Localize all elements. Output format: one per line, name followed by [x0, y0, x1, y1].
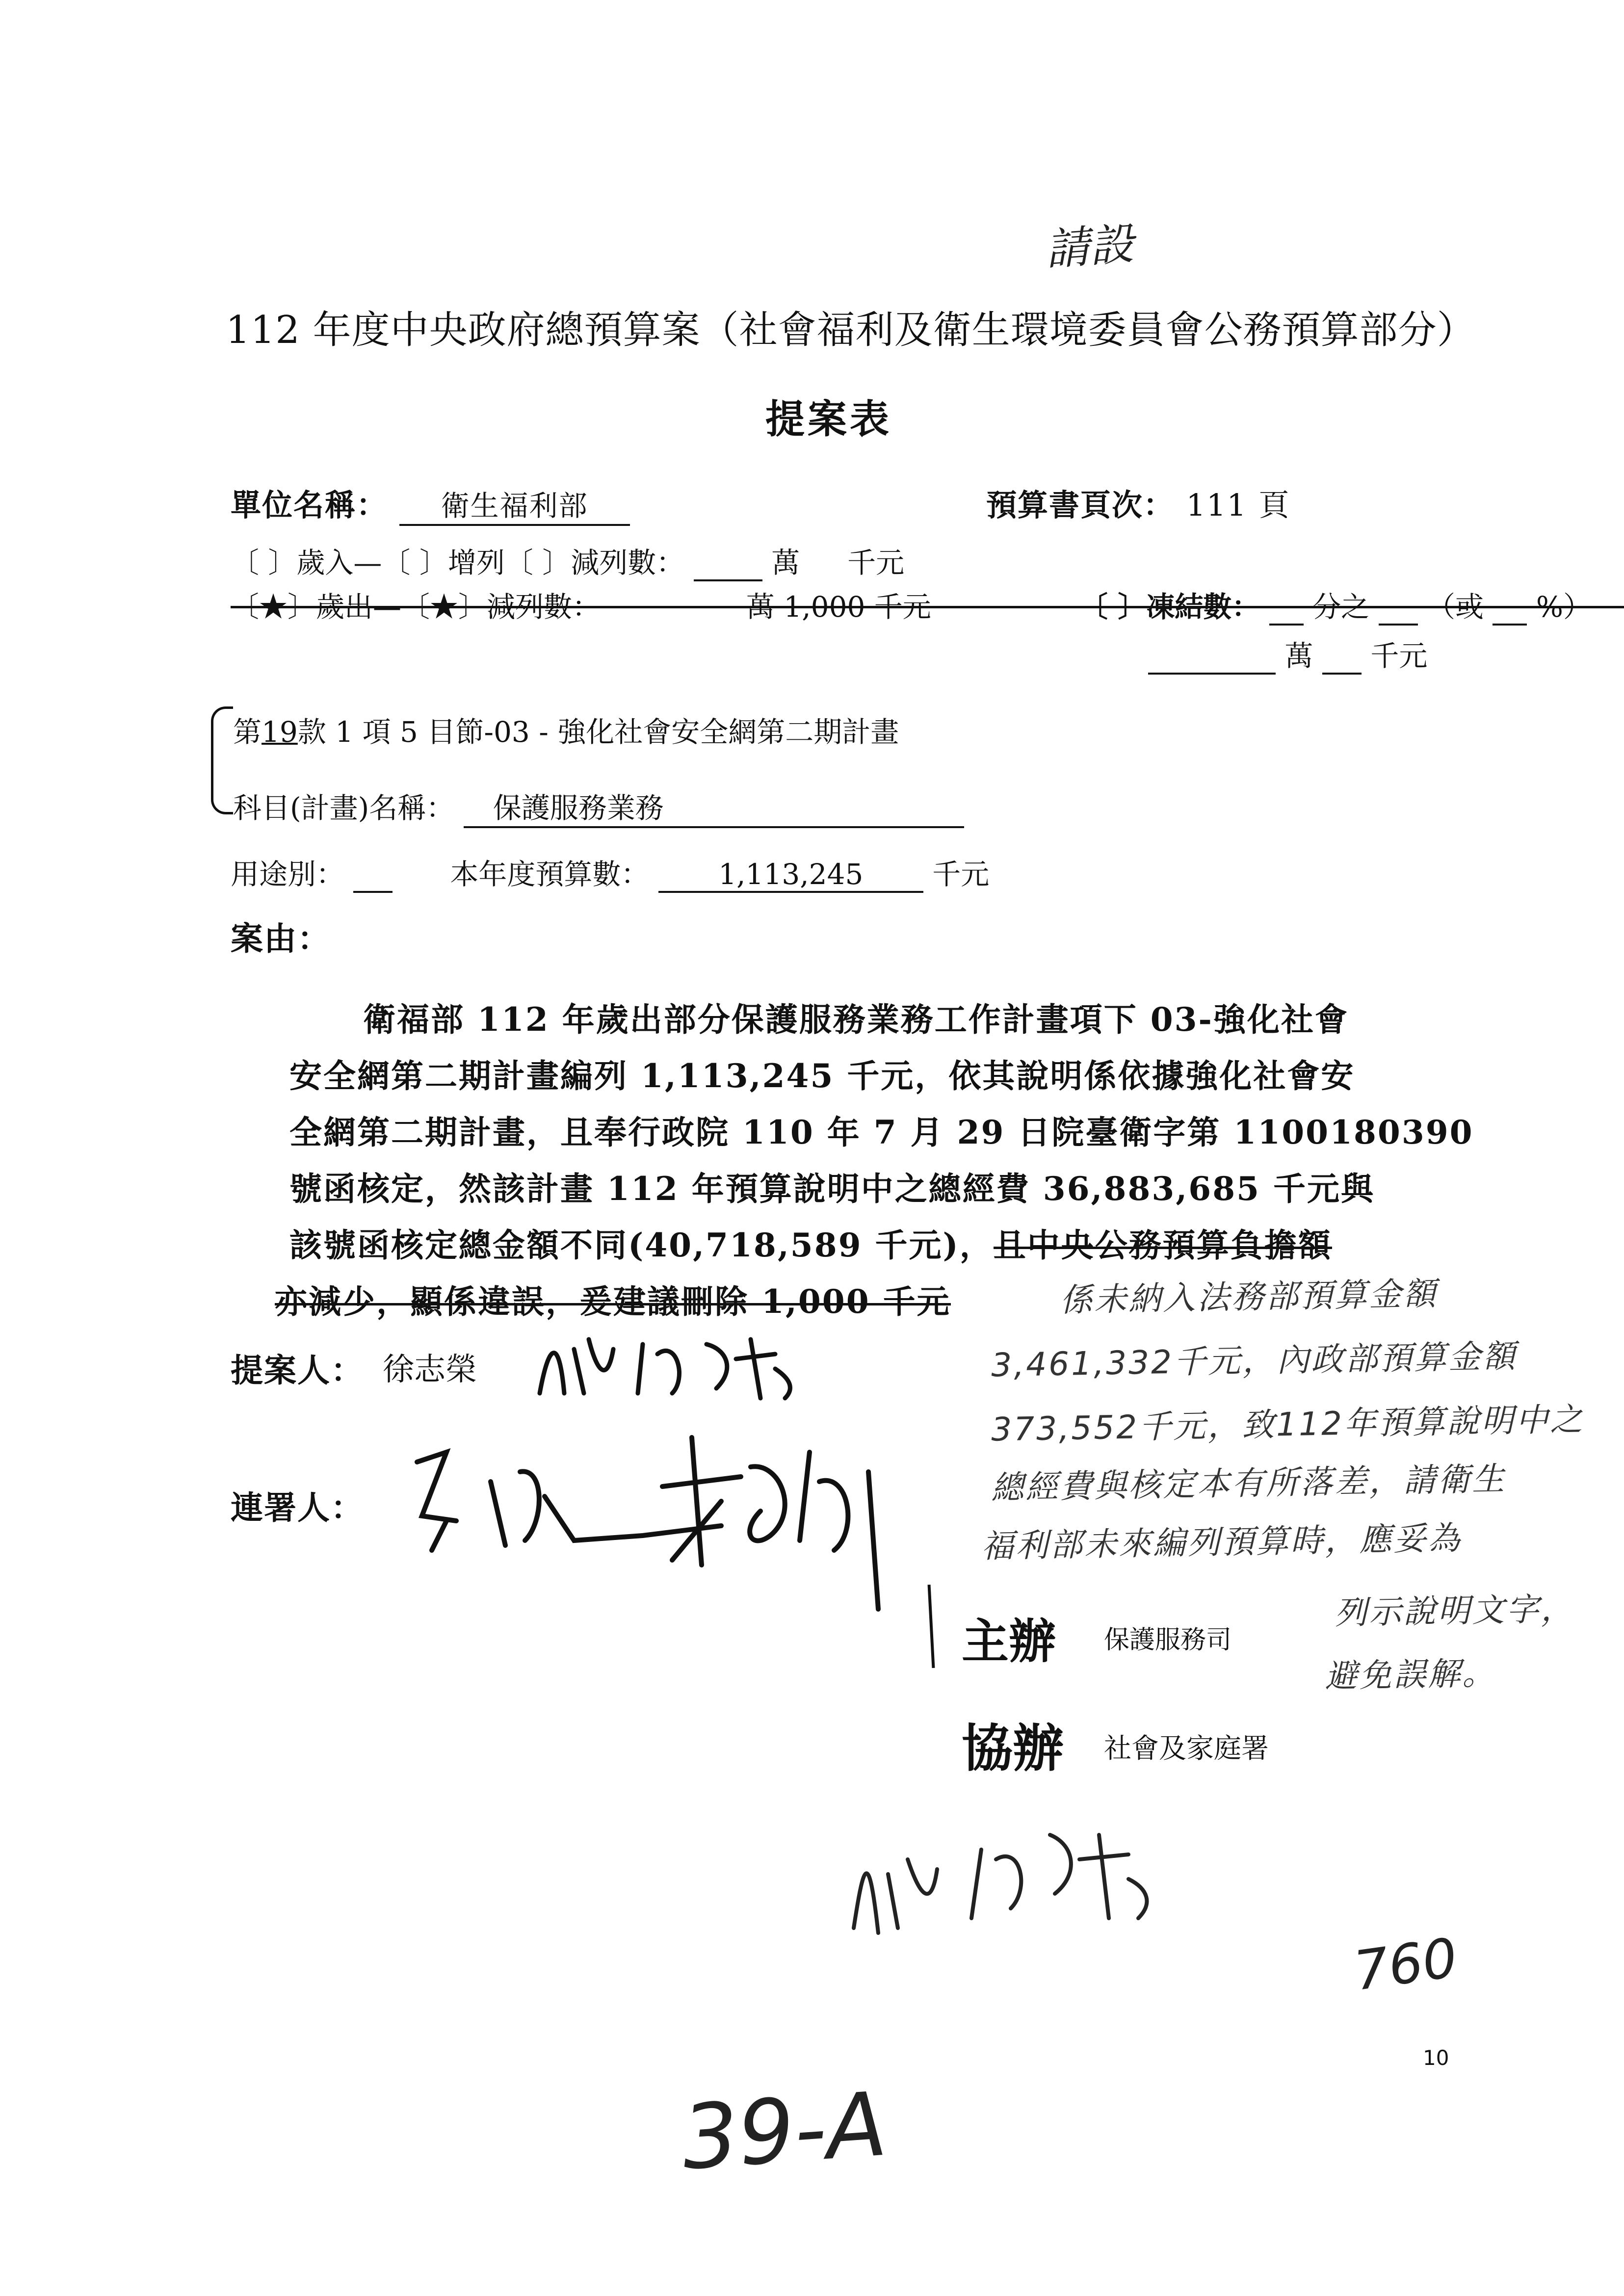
- usage-label: 用途別：: [231, 858, 345, 891]
- page-ref-suffix: 頁: [1258, 487, 1290, 523]
- freeze-pct: %）: [1536, 590, 1592, 624]
- unit-value: 衛生福利部: [399, 483, 630, 526]
- hand-note-1: 係未納入法務部預算金額: [1059, 1275, 1438, 1319]
- freeze-row: [1079, 584, 1592, 626]
- body-line-5: [289, 1219, 1332, 1266]
- freeze-label: 〔 〕凍結數：: [1079, 590, 1260, 624]
- lower-signature: [834, 1805, 1178, 1953]
- mark-760: 760: [1350, 1926, 1461, 2003]
- handwritten-note-top: 請設: [1044, 218, 1136, 276]
- section-bracket: [211, 706, 233, 814]
- cosigner-label: 連署人：: [231, 1488, 364, 1527]
- hand-note-7: 避免誤解。: [1324, 1654, 1497, 1696]
- freeze-amount-row: [1148, 633, 1427, 675]
- hand-note-4: 總經費與核定本有所落差，請衛生: [991, 1460, 1507, 1507]
- budget-value: 1,113,245: [658, 858, 923, 893]
- freeze-or: （或: [1426, 590, 1484, 624]
- section-row: [233, 709, 899, 750]
- income-wan: 萬: [771, 546, 800, 579]
- hand-note-2: 3,461,332千元，內政部預算金額: [991, 1337, 1518, 1384]
- expense-prefix: 〔★〕歲出—〔★〕減列數：: [231, 590, 601, 624]
- hand-note-5: 福利部未來編列預算時，應妥為: [981, 1519, 1463, 1565]
- subject-value: 保護服務業務: [464, 785, 964, 828]
- body-line-3: 全網第二期計畫，且奉行政院 110 年 7 月 29 日院臺衛字第 1100180390: [289, 1113, 1474, 1151]
- host-value: 保護服務司: [1104, 1625, 1232, 1655]
- struck-text-a: 且中央公務預算負擔額: [993, 1226, 1332, 1264]
- body-line-5-text: 該號函核定總金額不同(40,718,589 千元)，: [289, 1226, 994, 1264]
- income-unit: 千元: [847, 546, 905, 579]
- cohost-label: 協辦: [962, 1718, 1064, 1778]
- cohost-value: 社會及家庭署: [1104, 1733, 1269, 1765]
- page-ref-value: 111: [1186, 487, 1247, 523]
- freeze-unit: 千元: [1370, 639, 1428, 673]
- struck-text-b: 亦減少，顯係違誤，爰建議刪除 1,000 千元: [275, 1282, 951, 1321]
- income-row: [231, 540, 904, 581]
- section-rest: 款 1 項 5 目節-03 - 強化社會安全網第二期計畫: [297, 715, 899, 749]
- proposer-name: 徐志榮: [383, 1352, 477, 1388]
- proposer-label: 提案人：: [231, 1351, 364, 1389]
- freeze-wan: 萬: [1284, 639, 1313, 673]
- expense-value: 萬 1,000 千元: [746, 590, 931, 624]
- unit-label: 單位名稱：: [231, 487, 388, 523]
- mark-39a: 39-A: [679, 2073, 890, 2190]
- section-num: 19: [262, 715, 298, 749]
- hand-note-6: 列示說明文字，: [1334, 1590, 1575, 1632]
- body-line-1: 衛福部 112 年歲出部分保護服務業務工作計畫項下 03-強化社會: [363, 1000, 1349, 1039]
- host-label: 主辦: [962, 1614, 1056, 1669]
- budget-label: 本年度預算數：: [450, 858, 650, 891]
- document-title: 112 年度中央政府總預算案（社會福利及衛生環境委員會公務預算部分）: [226, 308, 1476, 352]
- freeze-fen: 分之: [1312, 590, 1370, 624]
- reason-label: 案由：: [231, 919, 331, 958]
- usage-row: [231, 851, 989, 893]
- hand-note-3: 373,552千元，致112年預算說明中之: [991, 1400, 1585, 1449]
- subject-row: [233, 785, 964, 828]
- body-line-6: [275, 1276, 951, 1322]
- unit-row: [231, 481, 630, 526]
- proposer-signature: [530, 1320, 805, 1408]
- page-ref-row: [986, 481, 1290, 524]
- body-line-4: 號函核定，然該計畫 112 年預算說明中之總經費 36,883,685 千元與: [289, 1170, 1375, 1208]
- page-ref-label: 預算書頁次：: [986, 487, 1175, 523]
- income-prefix: 〔 〕歲入—〔 〕增列〔 〕減列數：: [231, 546, 685, 579]
- body-line-2: 安全網第二期計畫編列 1,113,245 千元，依其說明係依據強化社會安: [289, 1057, 1355, 1095]
- subject-label: 科目(計畫)名稱：: [233, 791, 455, 825]
- budget-unit: 千元: [932, 858, 990, 891]
- document-subtitle: 提案表: [765, 396, 892, 442]
- section-prefix: 第: [233, 715, 262, 749]
- page-number: 10: [1423, 2046, 1449, 2070]
- cosigner-signatures: [378, 1423, 967, 1619]
